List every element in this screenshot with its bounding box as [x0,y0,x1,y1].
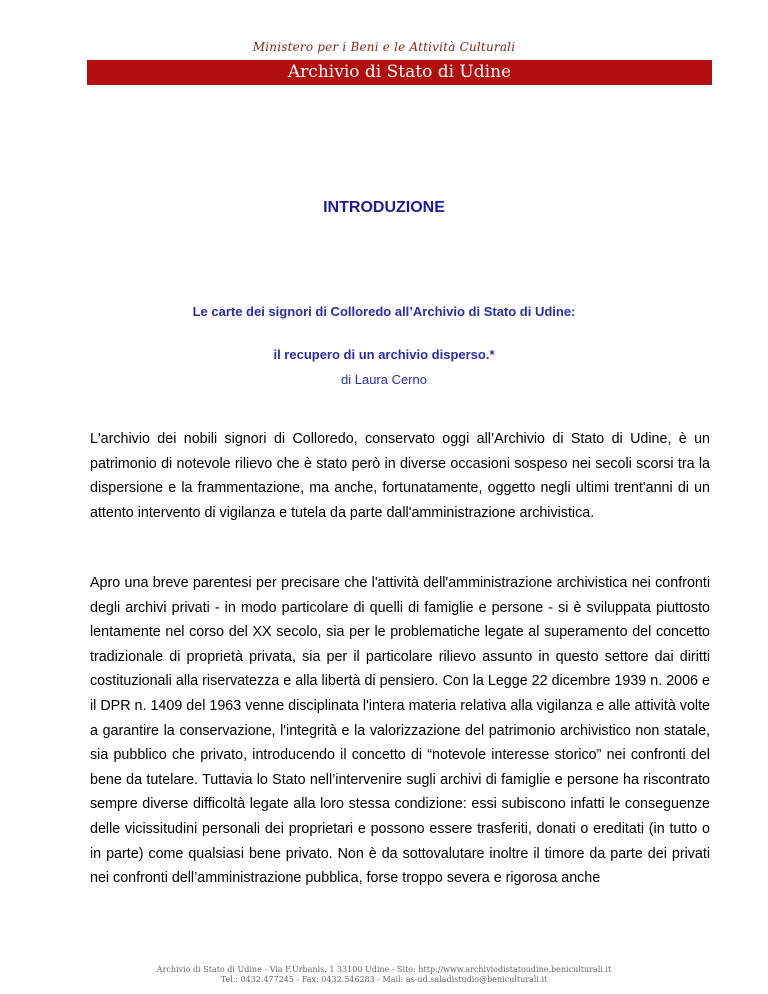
paragraph-2: Apro una breve parentesi per precisare che l'attività dell'amministrazione archivistica nei confronti degli archivi privati - in modo particolare di quelli di famiglie e persone - si è sviluppata piuttosto lentamente nel corso del XX secolo, sia per le problematiche legate al superamento del concetto tradizionale di proprietà privata, sia per il particolare rilievo assunto in questo settore dai diritti costituzionali alla riservatezza e alla libertà di pensiero. Con la Legge 22 dicembre 1939 n. 2006 e il DPR n. 1409 del 1963 venne disciplinata l'intera materia relativa alla vigilanza e alle attività volte a garantire la conservazione, l'integrità e la valorizzazione del patrimonio archivistico non statale, sia pubblico che privato, introducendo il concetto di “notevole interesse storico” nei confronti del bene da tutelare. Tuttavia lo Stato nell’intervenire sugli archivi di famiglie e persone ha riscontrato sempre diverse difficoltà legate alla loro stessa condizione: essi subiscono infatti le conseguenze delle vicissitudini personali dei proprietari e possono essere trasferiti, donati o ereditati (in tutto o in parte) come qualsiasi bene privato. Non è da sottovalutare inoltre il timore da parte dei privati nei confronti dell’amministrazione pubblica, forse troppo severa e rigorosa anche [90,575,710,887]
ministry-header: Ministero per i Beni e le Attività Culturali [252,40,516,54]
subtitle-line-2: il recupero di un archivio disperso.* [273,347,495,362]
document-title: INTRODUZIONE [323,199,445,216]
page-footer [0,965,768,985]
paragraph-1: L'archivio dei nobili signori di Colloredo, conservato oggi all’Archivio di Stato di Udine, è un patrimonio di notevole rilievo che è stato però in diverse occasioni sospeso nei secoli scorsi tra la dispersione e la frammentazione, ma anche, fortunatamente, oggetto negli ultimi trent'anni di un attento intervento di vigilanza e tutela da parte dall'amministrazione archivistica. [90,431,710,521]
subtitle-line-1: Le carte dei signori di Colloredo all’Archivio di Stato di Udine: [192,304,576,319]
footer-contact-line: Tel.: 0432.477245 - Fax: 0432.546283 - Mail: as-ud.saladistudio@beniculturali.it [220,975,548,984]
footer-address-line: Archivio di Stato di Udine - Via F.Urbanis, 1 33100 Udine - Sito: http://www.archiviodistatoudine.beniculturali.it [156,965,612,974]
author-line: di Laura Cerno [341,372,427,387]
archive-banner: Archivio di Stato di Udine [87,60,712,85]
